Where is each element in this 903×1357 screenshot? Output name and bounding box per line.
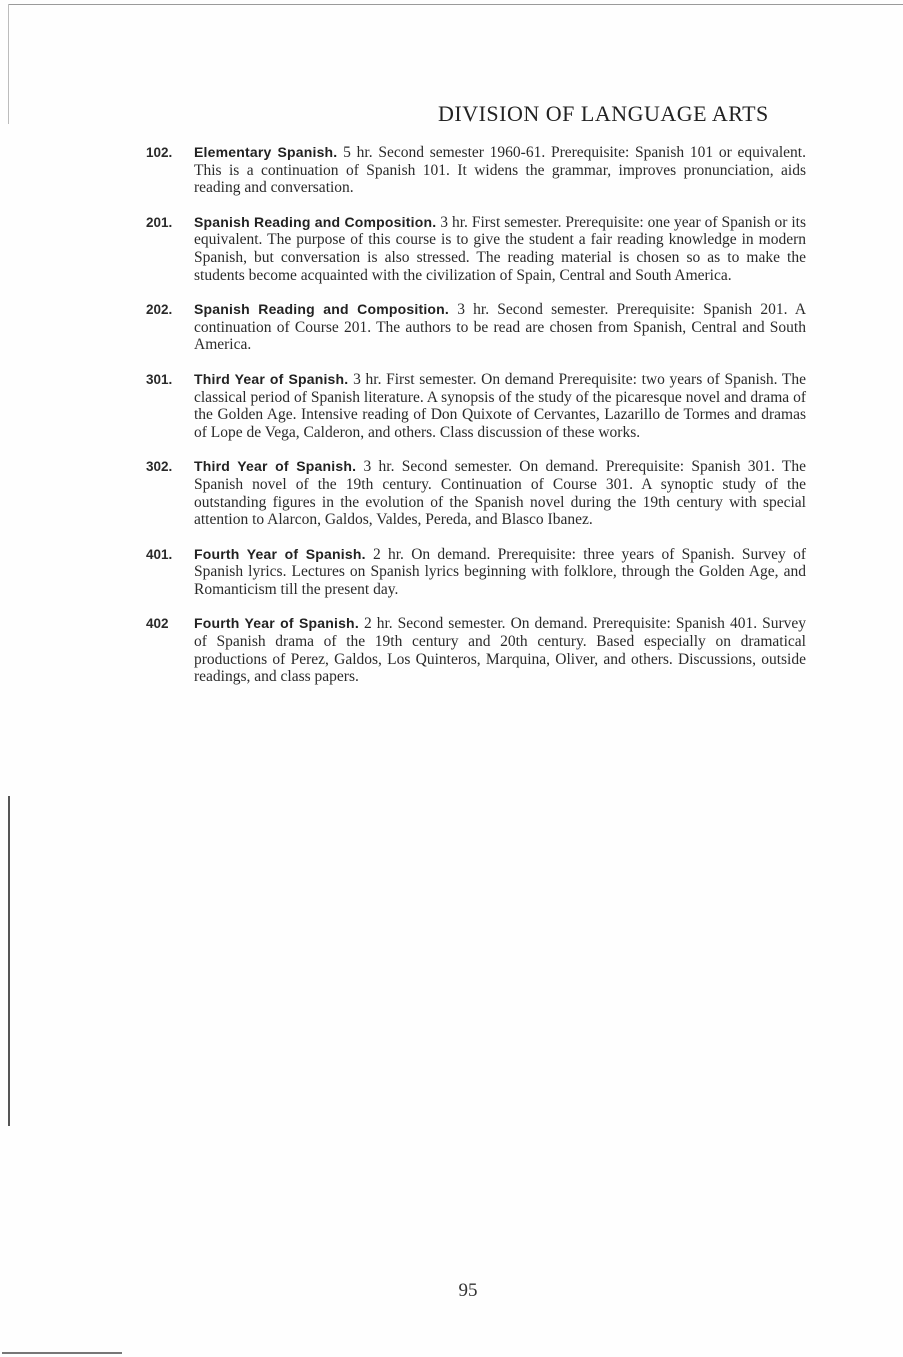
page-heading: DIVISION OF LANGUAGE ARTS	[438, 101, 769, 126]
course-number: 102.	[146, 145, 173, 160]
course-description: 3 hr. First semester. Prerequisite: one year of Spanish or its equivalent. The purpose of this course is to give the student a fair reading knowledge in modern Spanish, but conversation is also stressed. The reading material is chosen so as to make the students become acquainted with the civilization of Spain, Central and South America.	[194, 213, 807, 284]
course-title: Spanish Reading and Composition.	[194, 301, 450, 318]
course-description: 5 hr. Second semester 1960-61. Prerequisite: Spanish 101 or equivalent. This is a continuation of Spanish 101. It widens the grammar, improves pronunciation, aids reading and conversation.	[194, 144, 806, 197]
course-body	[194, 214, 806, 284]
course-description: 3 hr. Second semester. Prerequisite: Spanish 201. A continuation of Course 201. The authors to be read are chosen from Spanish, Central and South America.	[194, 301, 807, 354]
course-number: 201.	[146, 214, 173, 230]
course-description: 2 hr. On demand. Prerequisite: three years of Spanish. Survey of Spanish lyrics. Lectures on Spanish lyrics beginning with folklore, through the Golden Age, and Romanticism till the present day.	[194, 545, 806, 598]
course-entry	[146, 546, 806, 599]
course-entry	[146, 301, 806, 354]
course-body	[194, 546, 806, 599]
course-number: 302.	[146, 459, 173, 475]
scan-edge-left-upper	[8, 4, 9, 124]
course-description: 3 hr. Second semester. On demand. Prerequisite: Spanish 301. The Spanish novel of the 19th century. Continuation of Course 301. A synoptic study of the outstanding figures in the evolution of the Spanish novel during the 19th century with special attention to Alarcon, Galdos, Valdes, Pereda, and Blasco Ibanez.	[194, 458, 806, 529]
course-body	[194, 301, 806, 354]
course-body	[194, 144, 806, 197]
course-body	[194, 371, 806, 441]
course-description: 2 hr. Second semester. On demand. Prerequisite: Spanish 401. Survey of Spanish drama of the 19th century and 20th century. Based especially on dramatical productions of Perez, Galdos, Los Quinteros, Marquina, Oliver, and others. Discussions, outside readings, and class papers.	[194, 615, 806, 686]
course-entry	[146, 458, 806, 528]
course-number: 301.	[146, 371, 173, 387]
course-entry	[146, 214, 806, 284]
course-entry	[146, 371, 806, 441]
course-title: Fourth Year of Spanish.	[194, 615, 359, 632]
course-title: Spanish Reading and Composition.	[194, 213, 437, 230]
course-title: Third Year of Spanish.	[194, 458, 357, 475]
course-title: Elementary Spanish.	[194, 144, 338, 160]
scan-edge-top	[8, 4, 903, 5]
course-number: 202.	[146, 302, 173, 318]
course-body	[194, 615, 806, 685]
course-body	[194, 458, 806, 528]
course-title: Fourth Year of Spanish.	[194, 545, 366, 562]
course-list	[146, 144, 806, 703]
scan-edge-bottom	[2, 1352, 122, 1354]
scan-edge-left	[8, 796, 10, 1126]
course-number: 402	[146, 616, 169, 632]
course-description: 3 hr. First semester. On demand Prerequisite: two years of Spanish. The classical period of Spanish literature. A synopsis of the study of the picaresque novel and drama of the Golden Age. Intensive reading of Don Quixote of Cervantes, Lazarillo de Tormes and dramas of Lope de Vega, Calderon, and others. Class discussion of these works.	[194, 370, 806, 441]
course-title: Third Year of Spanish.	[194, 370, 349, 387]
course-number: 401.	[146, 546, 173, 562]
course-entry	[146, 144, 806, 197]
course-entry	[146, 615, 806, 685]
page-number: 95	[458, 1280, 478, 1301]
